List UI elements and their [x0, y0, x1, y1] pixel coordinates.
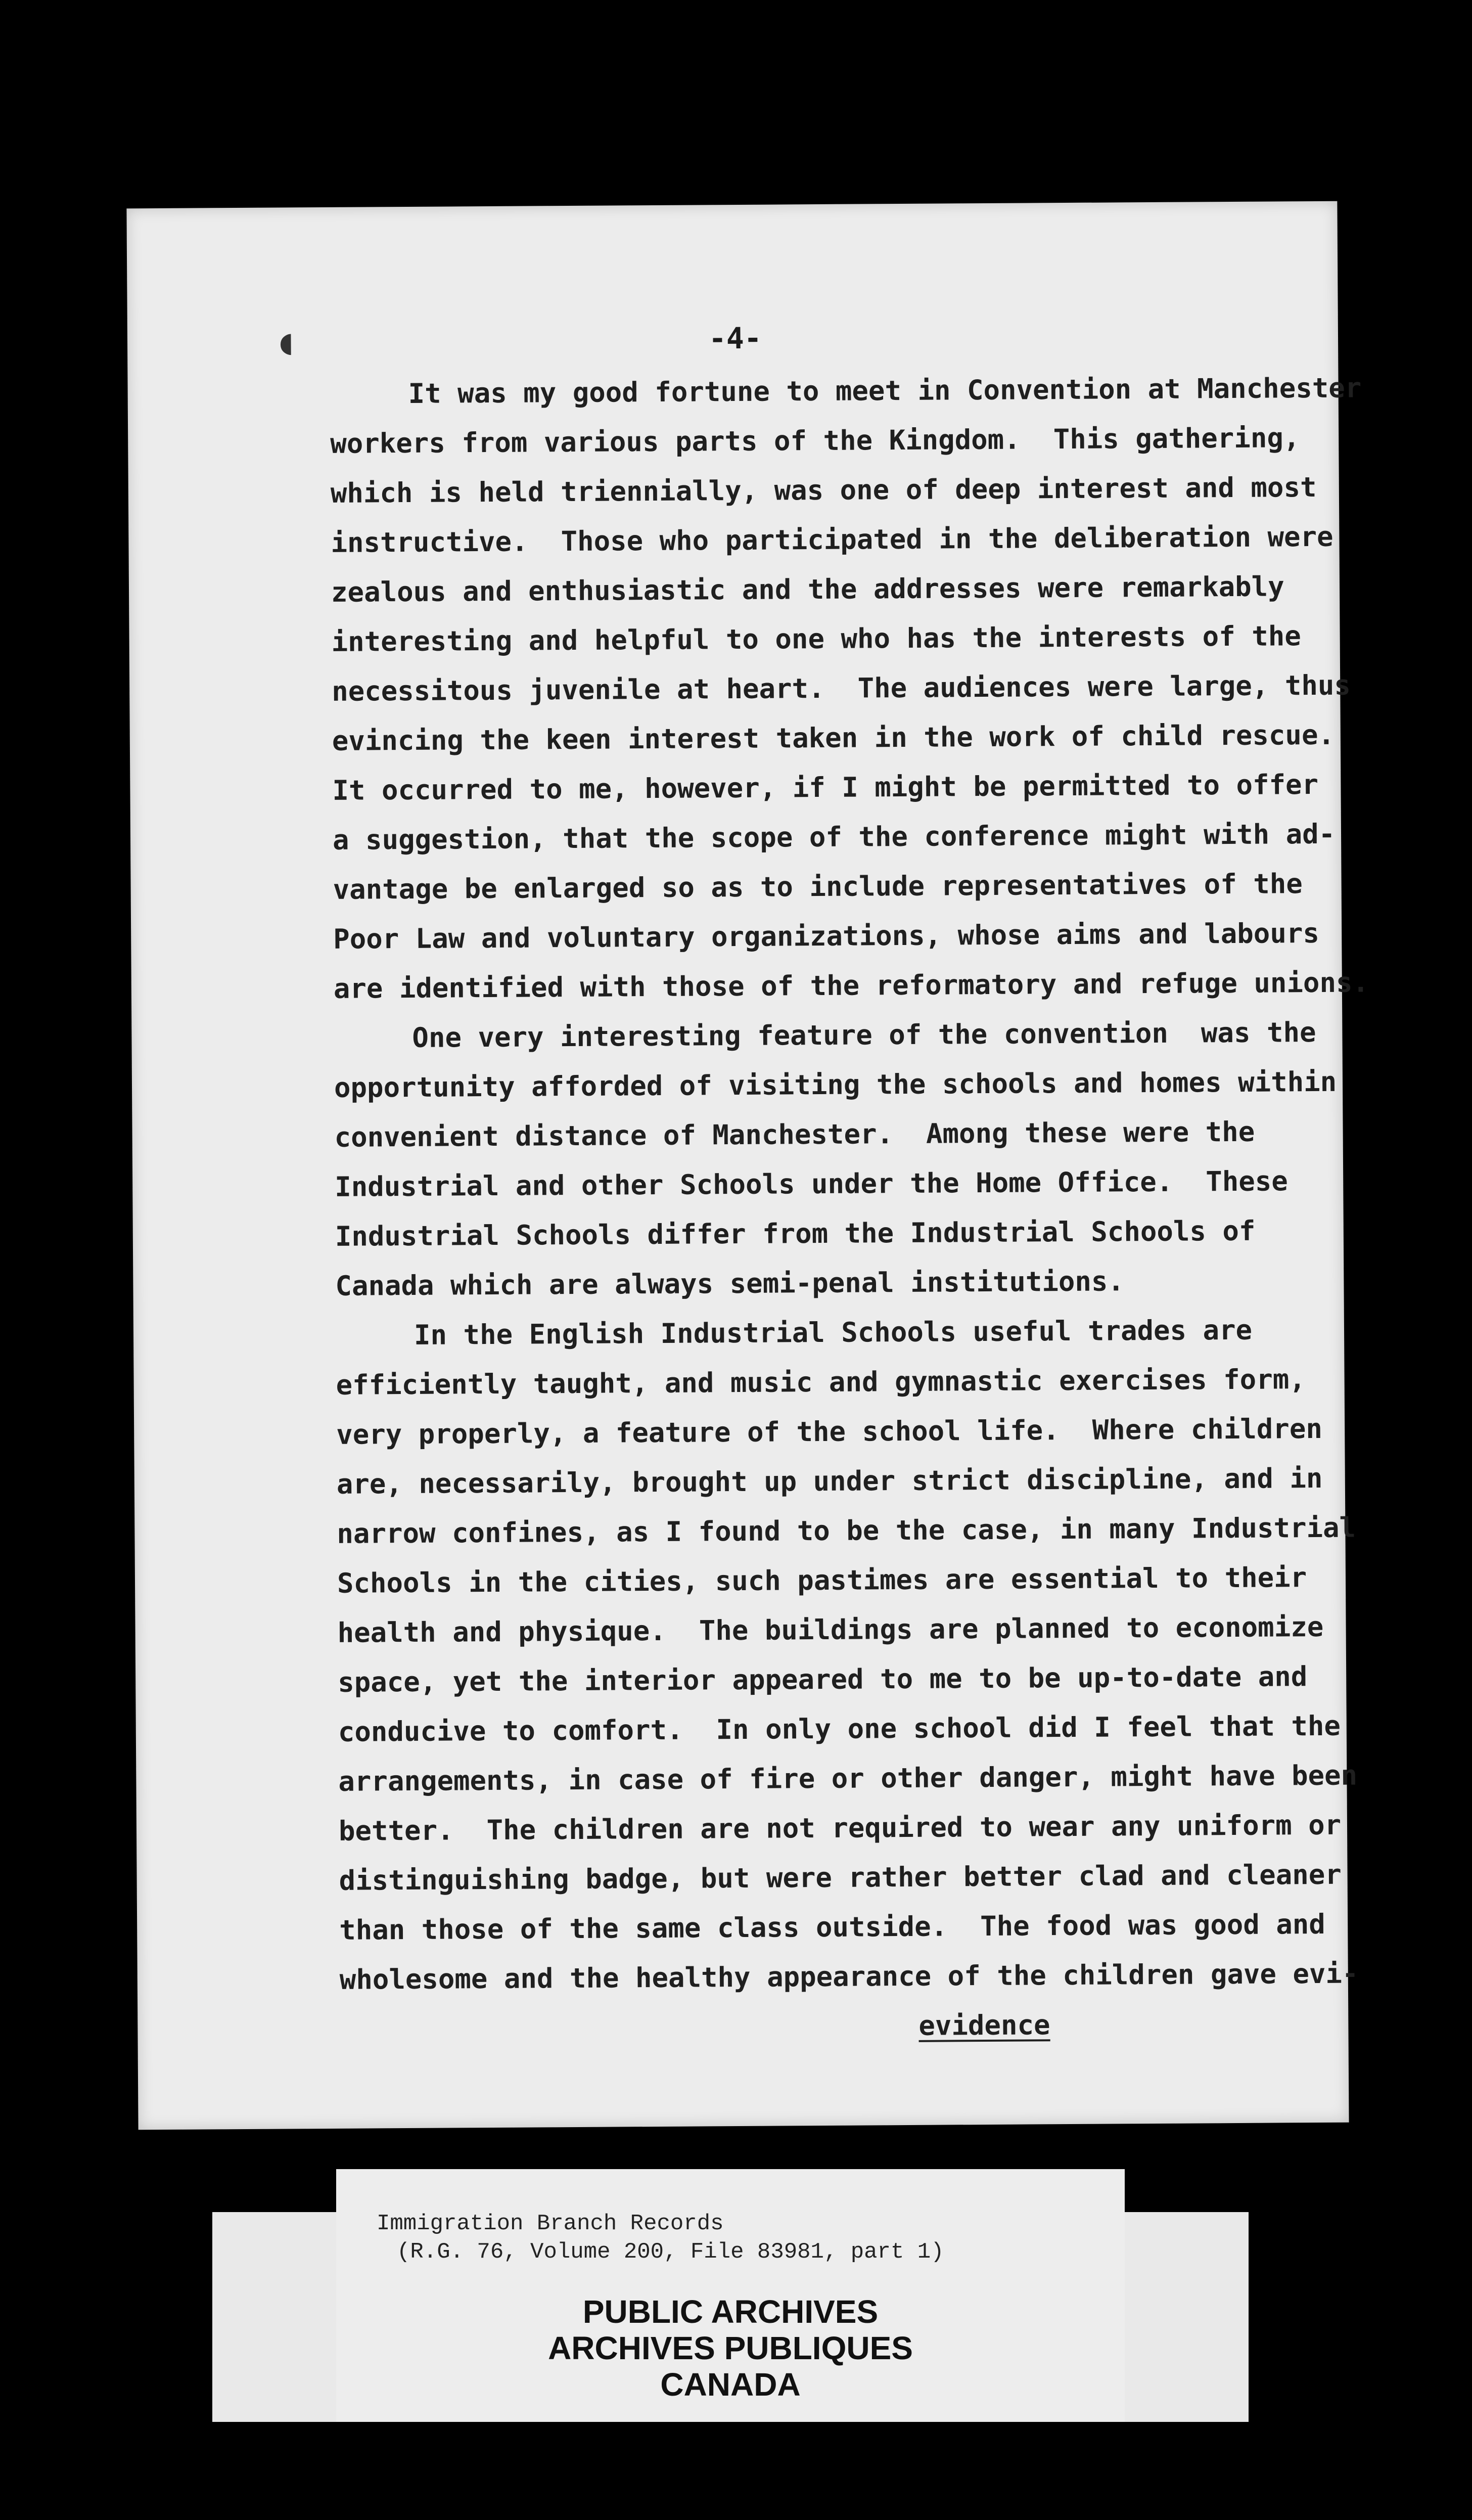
text-line: which is held triennially, was one of deep interest and most	[330, 471, 1317, 509]
text-line: instructive. Those who participated in the deliberation were	[331, 520, 1333, 559]
label-left-panel	[212, 2212, 336, 2422]
archive-country: CANADA	[660, 2366, 801, 2403]
text-line: vantage be enlarged so as to include representatives of the	[333, 868, 1303, 906]
text-line: convenient distance of Manchester. Among these were the	[334, 1115, 1255, 1153]
text-line: In the English Industrial Schools useful trades are	[413, 1314, 1253, 1351]
text-line: very properly, a feature of the school life. Where children	[336, 1412, 1323, 1451]
text-line: are identified with those of the reformatory and refuge unions.	[333, 966, 1369, 1005]
text-line: interesting and helpful to one who has the interests of the	[331, 620, 1301, 658]
text-line: are, necessarily, brought up under strict discipline, and in	[336, 1462, 1323, 1500]
text-line: space, yet the interior appeared to me to be up-to-date and	[338, 1660, 1308, 1698]
text-line: opportunity afforded of visiting the schools and homes within	[334, 1065, 1337, 1104]
text-line: conducive to comfort. In only one school did I feel that the	[338, 1709, 1341, 1748]
text-line: a suggestion, that the scope of the conference might with ad-	[332, 818, 1336, 856]
catchword: evidence	[918, 2009, 1050, 2042]
text-line: efficiently taught, and music and gymnastic exercises form,	[336, 1363, 1306, 1401]
record-detail: (R.G. 76, Volume 200, File 83981, part 1)	[397, 2239, 944, 2265]
archive-label	[212, 2169, 1249, 2422]
text-line: narrow confines, as I found to be the case, in many Industrial	[337, 1511, 1356, 1550]
text-line: Industrial Schools differ from the Industrial Schools of	[335, 1214, 1256, 1252]
text-line: Industrial and other Schools under the Home Office. These	[335, 1165, 1289, 1203]
text-line: wholesome and the healthy appearance of the children gave evi-	[339, 1957, 1359, 1996]
label-right-panel	[1125, 2212, 1249, 2422]
text-line: Poor Law and voluntary organizations, whose aims and labours	[333, 917, 1320, 955]
record-title: Immigration Branch Records	[377, 2211, 724, 2236]
text-line: It was my good fortune to meet in Convention at Manchester	[408, 372, 1362, 410]
text-line: Schools in the cities, such pastimes are essential to their	[337, 1561, 1307, 1599]
text-line: zealous and enthusiastic and the addresses were remarkably	[331, 570, 1284, 608]
label-main-panel	[336, 2169, 1125, 2422]
archive-name-english: PUBLIC ARCHIVES	[582, 2293, 879, 2330]
text-line: evincing the keen interest taken in the work of child rescue.	[332, 718, 1335, 757]
text-line: workers from various parts of the Kingdom. This gathering,	[330, 422, 1300, 460]
text-line: One very interesting feature of the convention was the	[412, 1016, 1316, 1054]
text-line: health and physique. The buildings are planned to economize	[337, 1610, 1324, 1649]
archive-name-french: ARCHIVES PUBLIQUES	[548, 2330, 913, 2366]
page-number: -4-	[708, 321, 762, 356]
margin-mark: ◖	[279, 326, 294, 358]
text-line: better. The children are not required to wear any uniform or	[338, 1809, 1342, 1847]
text-line: arrangements, in case of fire or other danger, might have been	[338, 1759, 1358, 1797]
text-line: than those of the same class outside. The food was good and	[339, 1908, 1326, 1946]
text-line: necessitous juvenile at heart. The audiences were large, thus	[332, 669, 1351, 707]
text-line: Canada which are always semi-penal institutions.	[335, 1265, 1125, 1302]
text-line: distinguishing badge, but were rather better clad and cleaner	[339, 1858, 1342, 1897]
text-line: It occurred to me, however, if I might be permitted to offer	[332, 768, 1319, 806]
body-text	[126, 201, 1369, 2130]
typed-page	[126, 201, 1369, 2130]
